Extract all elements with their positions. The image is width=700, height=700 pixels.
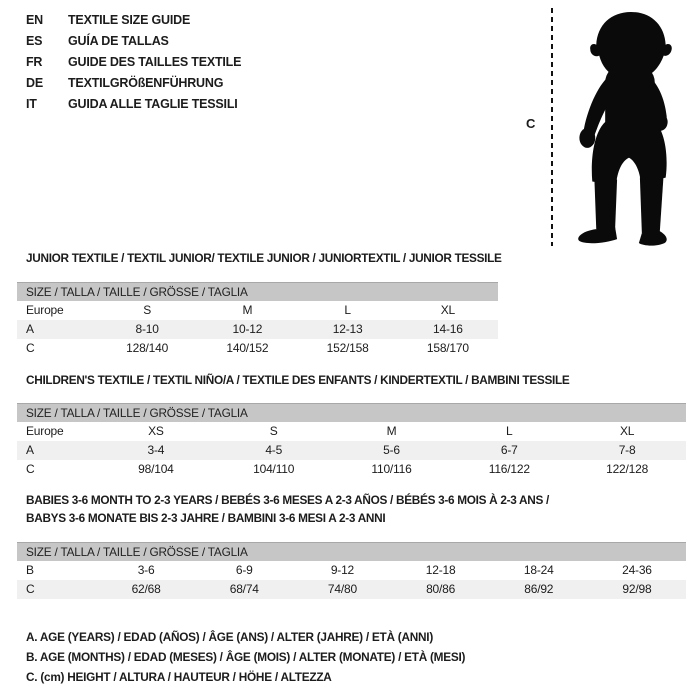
table-cell: 18-24	[523, 563, 554, 577]
section-title-babies-line2: BABYS 3-6 MONATE BIS 2-3 JAHRE / BAMBINI 3-6 MESI A 2-3 ANNI	[26, 511, 386, 525]
table-cell: 62/68	[131, 582, 161, 596]
guide-title: GUÍA DE TALLAS	[68, 33, 169, 48]
height-measure-label: C	[526, 116, 536, 131]
legend-notes	[26, 627, 465, 687]
language-title-list	[26, 9, 241, 114]
row-label: Europe	[26, 424, 64, 438]
table-cell: L	[344, 303, 351, 317]
table-row-months	[17, 561, 686, 580]
guide-title: GUIDE DES TAILLES TEXTILE	[68, 54, 242, 69]
table-cell: 3-4	[147, 443, 165, 457]
table-cell: XS	[148, 424, 164, 438]
table-row-height	[17, 339, 498, 358]
babies-size-table	[17, 542, 686, 599]
language-code: EN	[26, 12, 43, 27]
table-cell: 7-8	[618, 443, 636, 457]
row-label: C	[26, 582, 35, 596]
table-cell: XL	[440, 303, 456, 317]
table-cell: 5-6	[383, 443, 400, 457]
table-row-europe	[17, 301, 498, 320]
table-cell: 110/116	[371, 462, 412, 476]
table-cell: 128/140	[126, 341, 169, 355]
table-cell: S	[143, 303, 152, 317]
table-cell: 116/122	[488, 462, 530, 476]
table-cell: 10-12	[232, 322, 263, 336]
table-cell: 6-9	[235, 563, 253, 577]
table-row-age	[17, 320, 498, 339]
language-code: ES	[26, 33, 43, 48]
table-cell: 12-13	[332, 322, 363, 336]
table-cell: 12-18	[425, 563, 456, 577]
row-label: A	[26, 443, 34, 457]
table-cell: XL	[619, 424, 635, 438]
height-dotted-line	[551, 8, 553, 246]
size-header-bar: SIZE / TALLA / TAILLE / GRÖSSE / TAGLIA	[17, 403, 686, 422]
table-cell: 68/74	[229, 582, 259, 596]
table-cell: 86/92	[524, 582, 554, 596]
row-label: Europe	[26, 303, 64, 317]
junior-size-table	[17, 282, 498, 358]
language-row-fr	[26, 51, 241, 72]
table-cell: S	[269, 424, 278, 438]
language-code: DE	[26, 75, 43, 90]
table-cell: M	[386, 424, 397, 438]
section-title-babies-line1: BABIES 3-6 MONTH TO 2-3 YEARS / BEBÉS 3-6 MESES A 2-3 AÑOS / BÉBÉS 3-6 MOIS À 2-3 ANS /	[26, 493, 550, 507]
language-row-en	[26, 9, 241, 30]
row-label: C	[26, 341, 35, 355]
language-row-es	[26, 30, 241, 51]
toddler-silhouette-icon	[560, 9, 692, 247]
section-title-children: CHILDREN'S TEXTILE / TEXTIL NIÑO/A / TEXTILE DES ENFANTS / KINDERTEXTIL / BAMBINI TESSILE	[26, 373, 570, 387]
table-cell: L	[506, 424, 513, 438]
table-cell: 122/128	[606, 462, 649, 476]
table-cell: 14-16	[433, 322, 463, 336]
guide-title: TEXTILGRÖßENFÜHRUNG	[68, 75, 224, 90]
language-row-it	[26, 93, 241, 114]
table-cell: 152/158	[326, 341, 369, 355]
size-header-bar: SIZE / TALLA / TAILLE / GRÖSSE / TAGLIA	[17, 542, 686, 561]
row-label: B	[26, 563, 34, 577]
table-cell: 3-6	[137, 563, 155, 577]
table-cell: 104/110	[253, 462, 295, 476]
table-row-height	[17, 460, 686, 479]
table-row-age	[17, 441, 686, 460]
table-cell: 4-5	[265, 443, 283, 457]
table-cell: 140/152	[226, 341, 269, 355]
language-row-de	[26, 72, 241, 93]
table-row-height	[17, 580, 686, 599]
row-label: A	[26, 322, 34, 336]
legend-note-a: A. AGE (YEARS) / EDAD (AÑOS) / ÂGE (ANS) / ALTER (JAHRE) / ETÀ (ANNI)	[26, 630, 433, 644]
legend-note-b: B. AGE (MONTHS) / EDAD (MESES) / ÂGE (MOIS) / ALTER (MONATE) / ETÀ (MESI)	[26, 650, 466, 664]
table-cell: 6-7	[500, 443, 518, 457]
table-row-europe	[17, 422, 686, 441]
table-cell: 8-10	[135, 322, 159, 336]
language-code: IT	[26, 96, 37, 111]
size-header-bar: SIZE / TALLA / TAILLE / GRÖSSE / TAGLIA	[17, 282, 498, 301]
section-title-junior: JUNIOR TEXTILE / TEXTIL JUNIOR/ TEXTILE JUNIOR / JUNIORTEXTIL / JUNIOR TESSILE	[26, 251, 502, 265]
table-cell: 74/80	[327, 582, 357, 596]
table-cell: 92/98	[622, 582, 652, 596]
guide-title: TEXTILE SIZE GUIDE	[68, 12, 191, 27]
row-label: C	[26, 462, 35, 476]
table-cell: 158/170	[426, 341, 469, 355]
language-code: FR	[26, 54, 43, 69]
guide-title: GUIDA ALLE TAGLIE TESSILI	[68, 96, 238, 111]
table-cell: 24-36	[622, 563, 652, 577]
table-cell: 9-12	[330, 563, 355, 577]
table-cell: M	[242, 303, 253, 317]
children-size-table	[17, 403, 686, 479]
table-cell: 80/86	[426, 582, 456, 596]
legend-note-c: C. (cm) HEIGHT / ALTURA / HAUTEUR / HÖHE / ALTEZZA	[26, 670, 332, 684]
table-cell: 98/104	[138, 462, 174, 476]
